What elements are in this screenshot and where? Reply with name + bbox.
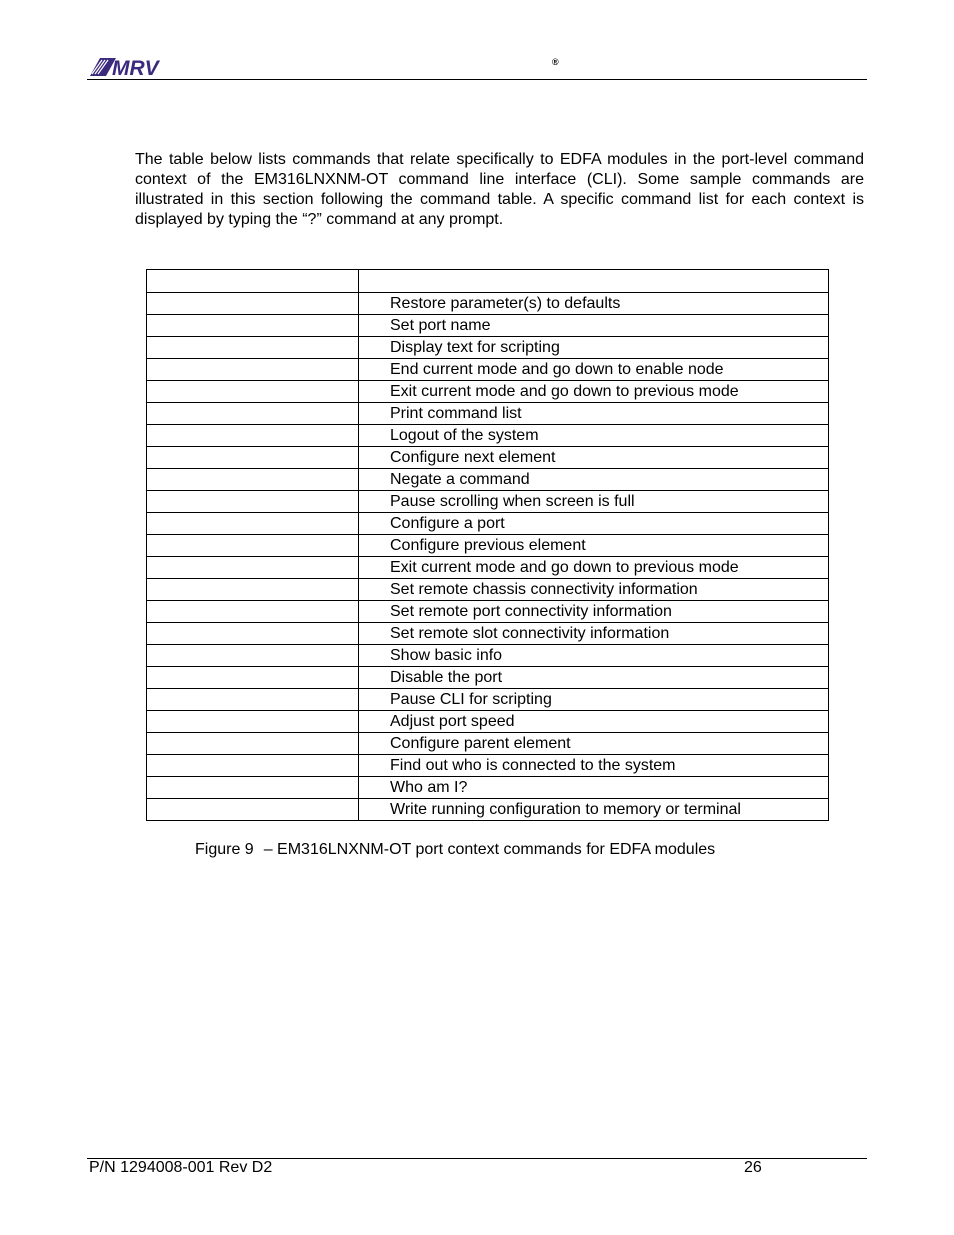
header-rule [87, 79, 867, 80]
table-row [147, 469, 829, 491]
table-row [147, 689, 829, 711]
description-cell: Configure next element [359, 447, 829, 469]
command-cell [147, 425, 359, 447]
table-row [147, 755, 829, 777]
command-cell [147, 359, 359, 381]
command-cell [147, 645, 359, 667]
description-cell: Adjust port speed [359, 711, 829, 733]
command-cell [147, 601, 359, 623]
description-cell: Find out who is connected to the system [359, 755, 829, 777]
mrv-logo-text: MRV [112, 57, 159, 78]
description-cell: Logout of the system [359, 425, 829, 447]
description-cell: Exit current mode and go down to previous mode [359, 381, 829, 403]
table-header-row [147, 270, 829, 293]
command-table [146, 269, 829, 821]
command-cell [147, 293, 359, 315]
description-cell: Configure parent element [359, 733, 829, 755]
table-row [147, 425, 829, 447]
description-cell: End current mode and go down to enable node [359, 359, 829, 381]
command-cell [147, 623, 359, 645]
description-cell: Set remote chassis connectivity information [359, 579, 829, 601]
table-row [147, 359, 829, 381]
table-row [147, 777, 829, 799]
command-cell [147, 469, 359, 491]
description-cell: Exit current mode and go down to previous mode [359, 557, 829, 579]
description-cell: Who am I? [359, 777, 829, 799]
header-command [147, 270, 359, 293]
table-row [147, 535, 829, 557]
description-cell: Pause scrolling when screen is full [359, 491, 829, 513]
description-cell: Configure a port [359, 513, 829, 535]
table-row [147, 799, 829, 821]
command-cell [147, 513, 359, 535]
table-row [147, 293, 829, 315]
page-number: 26 [744, 1159, 762, 1176]
command-cell [147, 381, 359, 403]
command-cell [147, 689, 359, 711]
table-row [147, 711, 829, 733]
description-cell: Negate a command [359, 469, 829, 491]
command-cell [147, 667, 359, 689]
description-cell: Restore parameter(s) to defaults [359, 293, 829, 315]
description-cell: Show basic info [359, 645, 829, 667]
table-row [147, 447, 829, 469]
table-row [147, 623, 829, 645]
command-cell [147, 315, 359, 337]
command-cell [147, 755, 359, 777]
table-row [147, 381, 829, 403]
command-cell [147, 799, 359, 821]
description-cell: Write running configuration to memory or terminal [359, 799, 829, 821]
mrv-logo [90, 54, 174, 78]
command-cell [147, 403, 359, 425]
table-row [147, 557, 829, 579]
intro-paragraph: The table below lists commands that relate specifically to EDFA modules in the port-level command context of the EM316LNXNM-OT command line interface (CLI). Some sample commands are illustrated in this section following the command table. A specific command list for each context is displayed by typing the “?” command at any prompt. [135, 151, 864, 228]
command-cell [147, 337, 359, 359]
table-row [147, 579, 829, 601]
description-cell: Set remote port connectivity information [359, 601, 829, 623]
description-cell: Pause CLI for scripting [359, 689, 829, 711]
command-cell [147, 535, 359, 557]
description-cell: Disable the port [359, 667, 829, 689]
command-table-body [147, 293, 829, 821]
description-cell: Set remote slot connectivity information [359, 623, 829, 645]
figure-caption [195, 841, 715, 859]
table-row [147, 645, 829, 667]
table-row [147, 513, 829, 535]
command-cell [147, 447, 359, 469]
command-cell [147, 777, 359, 799]
description-cell: Print command list [359, 403, 829, 425]
header-description [359, 270, 829, 293]
part-number: P/N 1294008-001 Rev D2 [89, 1159, 273, 1176]
description-cell: Set port name [359, 315, 829, 337]
table-row [147, 733, 829, 755]
registered-mark: ® [552, 57, 559, 67]
table-row [147, 491, 829, 513]
command-cell [147, 711, 359, 733]
table-row [147, 315, 829, 337]
command-cell [147, 579, 359, 601]
description-cell: Display text for scripting [359, 337, 829, 359]
command-cell [147, 557, 359, 579]
table-row [147, 667, 829, 689]
table-row [147, 403, 829, 425]
figure-text: – EM316LNXNM-OT port context commands for EDFA modules [263, 841, 716, 858]
command-cell [147, 491, 359, 513]
figure-label: Figure 9 [195, 841, 254, 858]
command-cell [147, 733, 359, 755]
description-cell: Configure previous element [359, 535, 829, 557]
table-row [147, 601, 829, 623]
table-row [147, 337, 829, 359]
